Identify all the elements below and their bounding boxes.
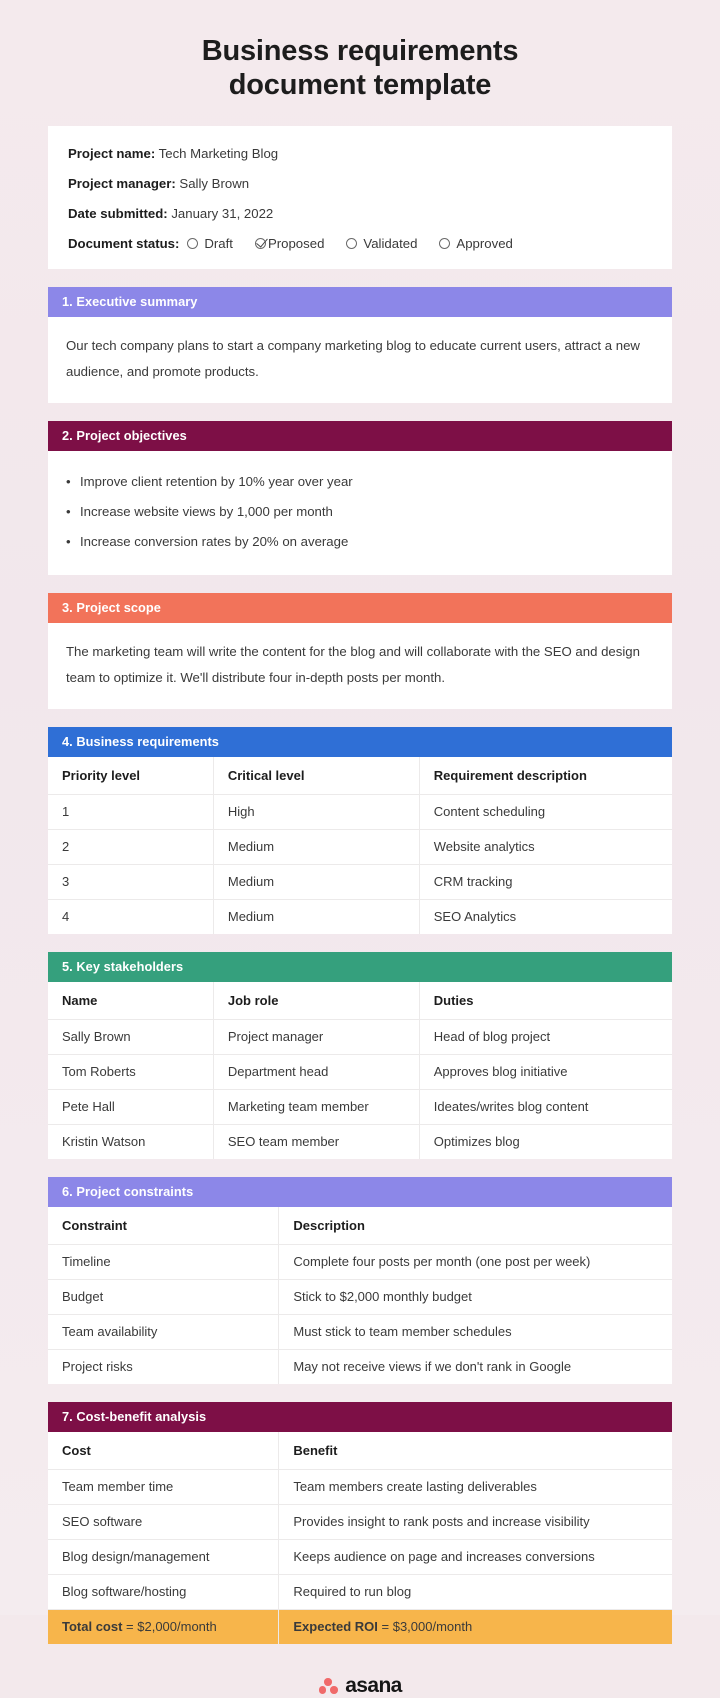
project-name-label: Project name:	[68, 146, 156, 161]
table-cell[interactable]: Blog software/hosting	[48, 1575, 279, 1610]
page-title-line-1: Business requirements	[201, 35, 519, 67]
table-cell[interactable]: Blog design/management	[48, 1540, 279, 1575]
table-cell[interactable]: Sally Brown	[48, 1020, 213, 1055]
status-option-approved[interactable]	[439, 236, 512, 251]
table-row	[48, 1055, 672, 1090]
table-cell[interactable]: Stick to $2,000 monthly budget	[279, 1280, 672, 1315]
table-cell[interactable]: Optimizes blog	[433, 1134, 520, 1149]
date-submitted-label: Date submitted:	[68, 206, 168, 221]
table-cell[interactable]: Team members create lasting deliverables	[279, 1470, 672, 1505]
table-cell[interactable]: Must stick to team member schedules	[279, 1315, 672, 1350]
table-row	[48, 1090, 672, 1125]
column-header: Duties	[419, 982, 672, 1020]
table-cell[interactable]: Team availability	[48, 1315, 279, 1350]
project-objectives-list	[66, 467, 654, 557]
status-option-label: Draft	[204, 236, 233, 251]
table-row	[48, 1020, 672, 1055]
table-cell[interactable]: 1	[48, 795, 213, 830]
table-row	[48, 1575, 672, 1610]
project-constraints-thead	[48, 1207, 672, 1245]
table-cell[interactable]: 4	[48, 900, 213, 935]
radio-icon[interactable]	[439, 238, 450, 249]
document-status-options	[187, 236, 513, 251]
total-cost-value: = $2,000/month	[122, 1619, 217, 1634]
radio-checked-icon[interactable]	[255, 238, 266, 249]
column-header: Benefit	[279, 1432, 672, 1470]
date-submitted-value[interactable]: January 31, 2022	[171, 206, 274, 221]
table-header-row	[48, 1207, 672, 1245]
expected-roi-label: Expected ROI	[293, 1619, 378, 1634]
cost-benefit-table	[48, 1432, 672, 1644]
table-cell[interactable]: Required to run blog	[279, 1575, 672, 1610]
section-body-executive-summary	[48, 317, 672, 403]
footer-logo	[48, 1674, 672, 1698]
table-header-row	[48, 1432, 672, 1470]
section-header-executive-summary: 1. Executive summary	[48, 287, 672, 317]
status-option-draft[interactable]	[187, 236, 233, 251]
status-option-label: Proposed	[267, 236, 325, 251]
section-project-objectives	[48, 421, 672, 575]
section-header-project-constraints: 6. Project constraints	[48, 1177, 672, 1207]
table-cell[interactable]: Complete four posts per month (one post per week)	[279, 1245, 672, 1280]
date-submitted-row	[68, 206, 652, 221]
table-cell[interactable]: Content scheduling	[419, 795, 672, 830]
column-header: Job role	[213, 982, 419, 1020]
page-title	[0, 0, 720, 102]
objective-item: • Improve client retention by 10% year over year	[66, 467, 654, 497]
project-manager-row	[68, 176, 652, 191]
table-row	[48, 1245, 672, 1280]
business-requirements-thead	[48, 757, 672, 795]
section-header-project-objectives: 2. Project objectives	[48, 421, 672, 451]
table-cell[interactable]: Medium	[213, 830, 419, 865]
status-option-label: Validated	[363, 236, 418, 251]
table-cell[interactable]: Project manager	[213, 1020, 419, 1055]
table-row	[48, 865, 672, 900]
table-header-row	[48, 982, 672, 1020]
document-status-label: Document status:	[68, 236, 180, 251]
key-stakeholders-tbody	[48, 1020, 672, 1160]
table-cell[interactable]: Pete Hall	[48, 1090, 213, 1125]
column-header: Name	[48, 982, 213, 1020]
cost-benefit-tbody	[48, 1470, 672, 1645]
section-key-stakeholders	[48, 952, 672, 1159]
status-option-validated[interactable]	[346, 236, 417, 251]
table-cell[interactable]: Keeps audience on page and increases conversions	[279, 1540, 672, 1575]
table-row	[48, 1540, 672, 1575]
table-row	[48, 795, 672, 830]
status-option-proposed[interactable]	[255, 236, 324, 251]
table-cell[interactable]: Website analytics	[419, 830, 672, 865]
table-cell[interactable]: 2	[48, 830, 213, 865]
total-cost-label: Total cost	[62, 1619, 123, 1634]
table-row	[48, 900, 672, 935]
document-body	[48, 126, 672, 1698]
table-cell[interactable]: Department head	[213, 1055, 419, 1090]
table-cell[interactable]: High	[213, 795, 419, 830]
section-header-project-scope: 3. Project scope	[48, 593, 672, 623]
objective-item: • Increase conversion rates by 20% on average	[66, 527, 654, 557]
table-cell[interactable]: Marketing team member	[213, 1090, 419, 1125]
business-requirements-table	[48, 757, 672, 934]
radio-icon[interactable]	[346, 238, 357, 249]
table-cell[interactable]: Tom Roberts	[48, 1055, 213, 1090]
section-project-constraints	[48, 1177, 672, 1384]
key-stakeholders-table	[48, 982, 672, 1159]
table-cell[interactable]: Medium	[213, 900, 419, 935]
table-header-row	[48, 757, 672, 795]
business-requirements-tbody	[48, 795, 672, 935]
asana-dots-icon	[318, 1678, 338, 1695]
expected-roi	[279, 1610, 672, 1645]
expected-roi-value: = $3,000/month	[377, 1619, 473, 1634]
section-header-key-stakeholders: 5. Key stakeholders	[48, 952, 672, 982]
project-manager-value[interactable]: Sally Brown	[179, 176, 250, 191]
table-cell[interactable]: May not receive views if we don't rank in Google	[293, 1359, 572, 1374]
table-cell[interactable]: Budget	[48, 1280, 279, 1315]
project-info-card	[48, 126, 672, 269]
table-cell[interactable]: SEO Analytics	[433, 909, 517, 924]
table-cell[interactable]: 3	[48, 865, 213, 900]
column-header: Cost	[48, 1432, 279, 1470]
radio-icon[interactable]	[187, 238, 198, 249]
table-cell[interactable]: SEO team member	[213, 1125, 419, 1160]
column-header: Constraint	[48, 1207, 279, 1245]
project-name-row	[68, 146, 652, 161]
status-option-label: Approved	[456, 236, 513, 251]
project-constraints-tbody	[48, 1245, 672, 1385]
table-cell[interactable]: Timeline	[48, 1245, 279, 1280]
table-row	[48, 1315, 672, 1350]
table-row	[48, 1470, 672, 1505]
table-cell[interactable]: Head of blog project	[419, 1020, 672, 1055]
section-project-scope	[48, 593, 672, 709]
document-status-row	[68, 236, 652, 251]
section-header-cost-benefit-analysis: 7. Cost-benefit analysis	[48, 1402, 672, 1432]
table-row	[48, 1505, 672, 1540]
section-cost-benefit-analysis	[48, 1402, 672, 1644]
column-header: Requirement description	[419, 757, 672, 795]
table-cell[interactable]: Project risks	[48, 1350, 279, 1385]
section-business-requirements	[48, 727, 672, 934]
section-header-business-requirements: 4. Business requirements	[48, 727, 672, 757]
asana-wordmark: asana	[345, 1674, 402, 1697]
total-row	[48, 1610, 672, 1645]
table-cell[interactable]: Team member time	[48, 1470, 279, 1505]
cost-benefit-thead	[48, 1432, 672, 1470]
table-row	[48, 1350, 672, 1385]
column-header: Critical level	[213, 757, 419, 795]
project-manager-label: Project manager:	[68, 176, 176, 191]
table-cell[interactable]: Ideates/writes blog content	[419, 1090, 672, 1125]
section-executive-summary	[48, 287, 672, 403]
executive-summary-text: Our tech company plans to start a company marketing blog to educate current users, attract a new audience, and promote products.	[66, 338, 640, 379]
table-row	[48, 1125, 672, 1160]
table-cell[interactable]: Approves blog initiative	[419, 1055, 672, 1090]
table-cell[interactable]: SEO software	[48, 1505, 279, 1540]
page-title-line-2: document template	[228, 69, 492, 101]
total-cost	[48, 1610, 279, 1645]
project-name-value[interactable]: Tech Marketing Blog	[158, 146, 279, 161]
table-row	[48, 830, 672, 865]
key-stakeholders-thead	[48, 982, 672, 1020]
table-cell[interactable]: Provides insight to rank posts and increase visibility	[279, 1505, 672, 1540]
table-cell[interactable]: Kristin Watson	[48, 1125, 213, 1160]
section-body-project-objectives	[48, 451, 672, 575]
project-constraints-table	[48, 1207, 672, 1384]
table-cell[interactable]: Medium	[213, 865, 419, 900]
column-header: Description	[279, 1207, 672, 1245]
table-cell[interactable]: CRM tracking	[419, 865, 672, 900]
column-header: Priority level	[48, 757, 213, 795]
section-body-project-scope	[48, 623, 672, 709]
objective-item: • Increase website views by 1,000 per month	[66, 497, 654, 527]
project-scope-text: The marketing team will write the content for the blog and will collaborate with the SEO and design team to optimize it. We'll distribute four in-depth posts per month.	[66, 644, 640, 685]
table-row	[48, 1280, 672, 1315]
